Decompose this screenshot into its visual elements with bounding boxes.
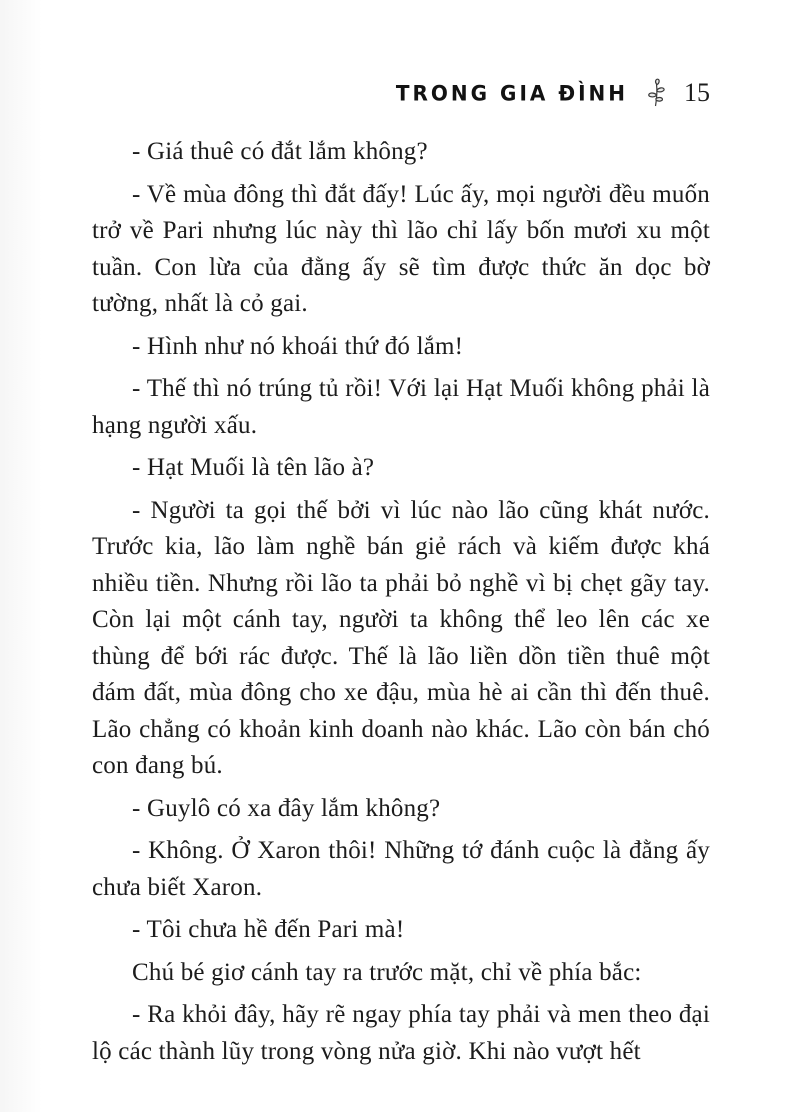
paragraph: - Người ta gọi thế bởi vì lúc nào lão cũng khát nước. Trước kia, lão làm nghề bán giẻ rách và kiếm được khá nhiều tiền. Nhưng rồi lão ta phải bỏ nghề vì bị chẹt gãy tay. Còn lại một cánh tay, người ta không thể leo lên các xe thùng để bới rác được. Thế là lão liền dồn tiền thuê một đám đất, mùa đông cho xe đậu, mùa hè ai cần thì đến thuê. Lão chẳng có khoản kinh doanh nào khác. Lão còn bán chó con đang bú. (92, 496, 710, 779)
scan-edge-shadow (0, 0, 42, 1112)
paragraph: - Tôi chưa hề đến Pari mà! (132, 916, 405, 943)
paragraph: - Không. Ở Xaron thôi! Những tớ đánh cuộc là đằng ấy chưa biết Xaron. (92, 837, 710, 901)
paragraph: - Giá thuê có đắt lắm không? (132, 138, 428, 165)
page-body (92, 134, 710, 1070)
paragraph: - Về mùa đông thì đắt đấy! Lúc ấy, mọi người đều muốn trở về Pari nhưng lúc này thì lão chỉ lấy bốn mươi xu một tuần. Con lừa của đằng ấy sẽ tìm được thức ăn dọc bờ tường, nhất là cỏ gai. (92, 180, 710, 317)
paragraph: - Hình như nó khoái thứ đó lắm! (132, 332, 464, 360)
paragraph: - Thế thì nó trúng tủ rồi! Với lại Hạt Muối không phải là hạng người xấu. (92, 375, 710, 439)
page-number: 15 (684, 78, 710, 107)
paragraph: - Hạt Muối là tên lão à? (132, 454, 375, 481)
paragraph: Chú bé giơ cánh tay ra trước mặt, chỉ về phía bắc: (132, 958, 642, 986)
paragraph: - Ra khỏi đây, hãy rẽ ngay phía tay phải và men theo đại lộ các thành lũy trong vòng nửa giờ. Khi nào vượt hết (92, 1001, 710, 1065)
running-header (92, 78, 710, 108)
leaf-sprig-icon (644, 78, 668, 108)
chapter-title: TRONG GIA ĐÌNH (395, 80, 628, 106)
paragraph: - Guylô có xa đây lắm không? (132, 794, 441, 822)
